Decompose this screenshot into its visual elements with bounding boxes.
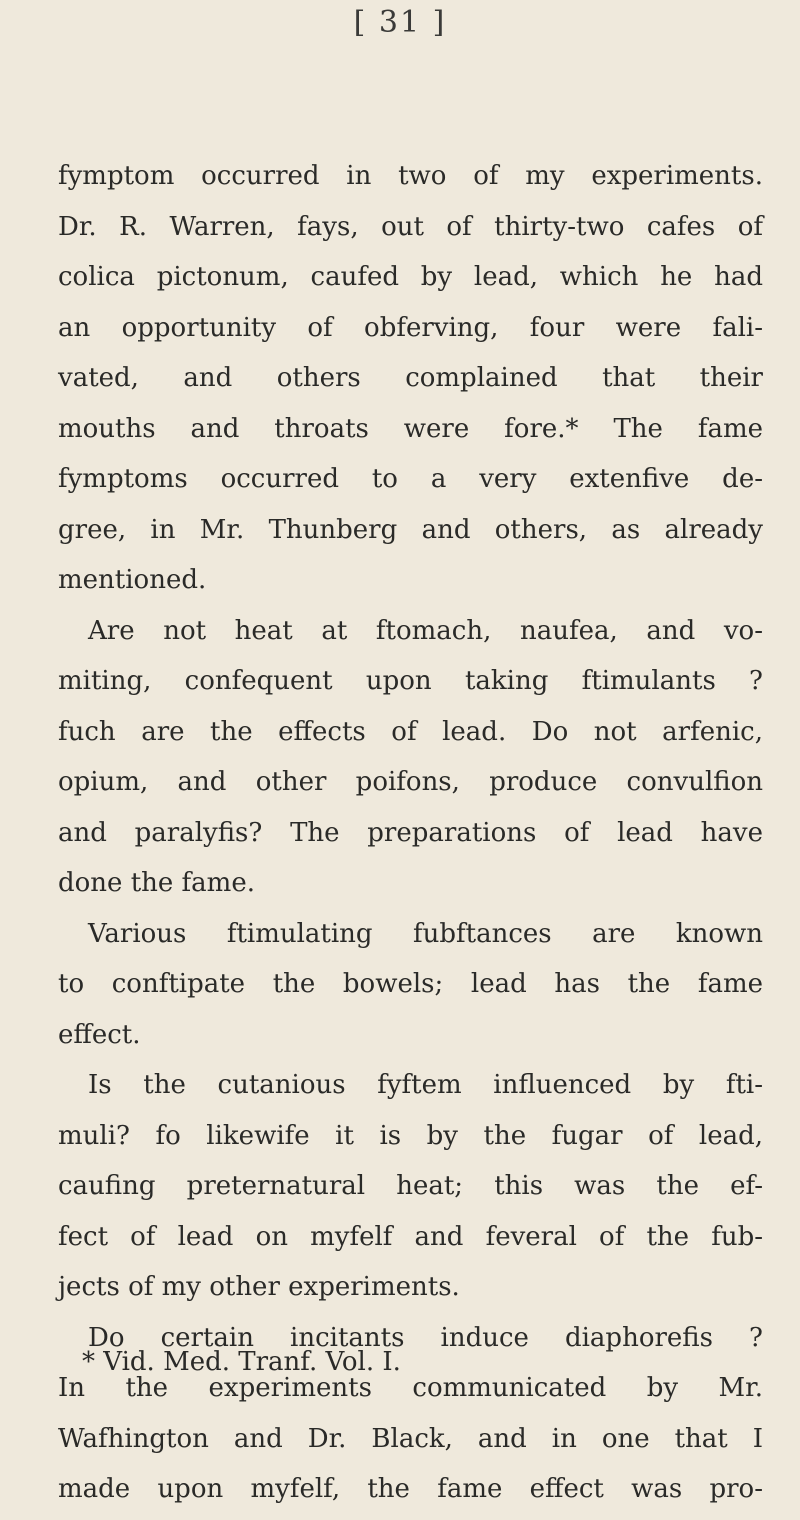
- text-line: done the fame.: [58, 868, 255, 898]
- text-line: fuch are the effects of lead. Do not arfenic,: [58, 716, 763, 747]
- text-line: fymptom occurred in two of my experiments.: [58, 161, 763, 191]
- text-line: made upon myfelf, the fame effect was pro-: [58, 1474, 763, 1504]
- text-line: In the experiments communicated by Mr.: [58, 1373, 763, 1403]
- text-line: Wafhington and Dr. Black, and in one that I: [58, 1423, 763, 1454]
- body-text: [58, 156, 763, 1520]
- text-line: Dr. R. Warren, fays, out of thirty-two cafes of: [58, 211, 763, 242]
- text-line: an opportunity of obferving, four were fali-: [58, 312, 763, 343]
- text-line: vated, and others complained that their: [58, 363, 763, 393]
- footnote: * Vid. Med. Tranf. Vol. I.: [82, 1347, 401, 1377]
- text-line: jects of my other experiments.: [58, 1272, 460, 1302]
- text-line: mouths and throats were fore.* The fame: [58, 413, 763, 444]
- text-line: colica pictonum, caufed by lead, which he had: [58, 262, 763, 292]
- paragraph-start: Are not heat at ftomach, naufea, and vo-: [88, 615, 763, 646]
- paragraph-start: Is the cutanious fyftem influenced by fti-: [88, 1070, 763, 1100]
- text-line: mentioned.: [58, 565, 207, 595]
- text-line: effect.: [58, 1019, 141, 1050]
- page-number-header: [ 31 ]: [353, 5, 447, 40]
- text-line: and paralyfis? The preparations of lead have: [58, 817, 763, 848]
- text-line: opium, and other poifons, produce convulfion: [58, 767, 763, 797]
- paragraph-start: Do certain incitants induce diaphorefis ?: [88, 1322, 763, 1353]
- text-line: fymptoms occurred to a very extenfive de-: [58, 464, 763, 494]
- text-line: fect of lead on myfelf and feveral of the fub-: [58, 1221, 763, 1252]
- text-line: muli? fo likewife it is by the fugar of lead,: [58, 1120, 763, 1151]
- text-line: to conftipate the bowels; lead has the fame: [58, 969, 763, 999]
- text-line: caufing preternatural heat; this was the ef-: [58, 1171, 763, 1201]
- text-line: gree, in Mr. Thunberg and others, as already: [58, 514, 763, 545]
- paragraph-start: Various ftimulating fubftances are known: [88, 918, 763, 949]
- text-line: miting, confequent upon taking ftimulants ?: [58, 666, 763, 696]
